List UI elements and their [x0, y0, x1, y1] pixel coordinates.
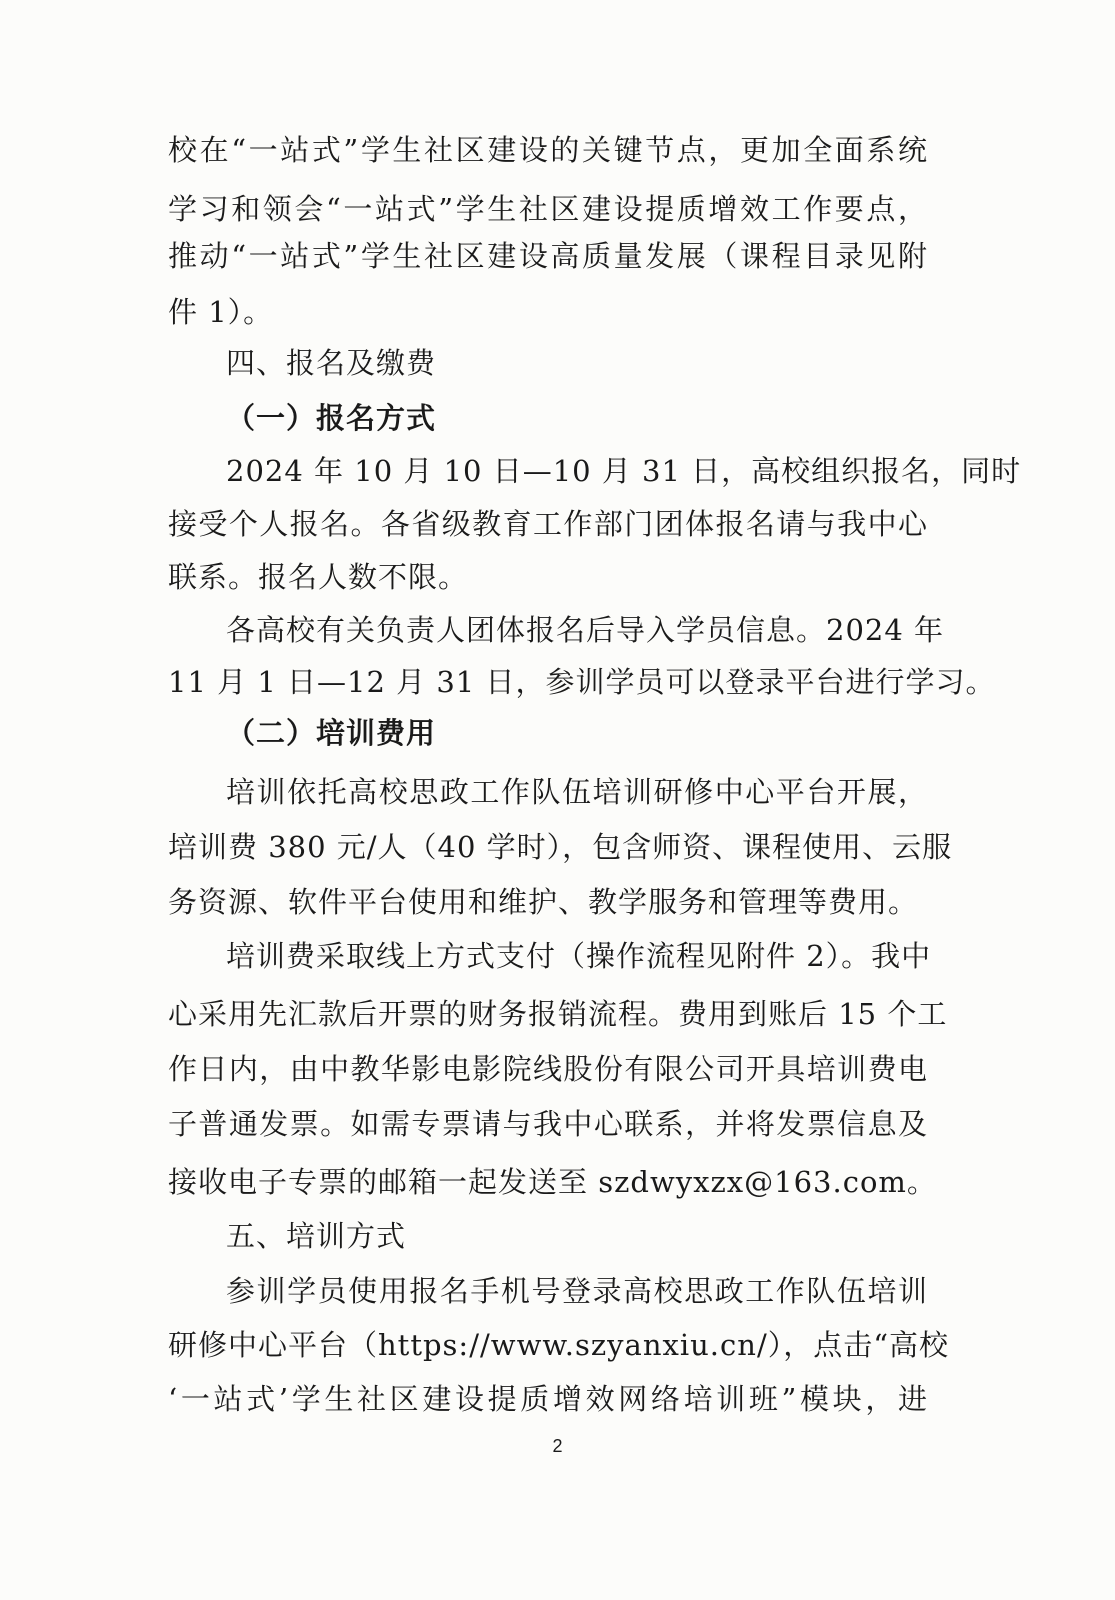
body-text-line: 接收电子专票的邮箱一起发送至 szdwyxzx@163.com。: [168, 1165, 937, 1199]
body-text-line: 推动“一站式”学生社区建设高质量发展（课程目录见附: [168, 239, 928, 273]
body-text-line: 研修中心平台（https://www.szyanxiu.cn/），点击“高校: [168, 1328, 950, 1362]
section-heading: 五、培训方式: [226, 1219, 407, 1253]
body-text-line: 各高校有关负责人团体报名后导入学员信息。2024 年: [226, 613, 945, 647]
subsection-heading: （二）培训费用: [226, 716, 437, 750]
body-text-line: 学习和领会“一站式”学生社区建设提质增效工作要点，: [168, 192, 928, 226]
body-text-line: 参训学员使用报名手机号登录高校思政工作队伍培训: [226, 1274, 928, 1308]
body-text-line: 培训费采取线上方式支付（操作流程见附件 2）。我中: [226, 939, 932, 973]
page-number: 2: [552, 1436, 563, 1456]
body-text-line: 接受个人报名。各省级教育工作部门团体报名请与我中心: [168, 507, 928, 541]
body-text-line: 11 月 1 日—12 月 31 日，参训学员可以登录平台进行学习。: [168, 665, 996, 699]
section-heading: 四、报名及缴费: [226, 346, 437, 380]
body-text-line: 培训依托高校思政工作队伍培训研修中心平台开展，: [226, 775, 928, 809]
subsection-heading: （一）报名方式: [226, 401, 437, 435]
body-text-line: 培训费 380 元/人（40 学时），包含师资、课程使用、云服: [168, 830, 953, 864]
body-text-line: ‘一站式’学生社区建设提质增效网络培训班”模块，进: [168, 1382, 928, 1416]
body-text-line: 校在“一站式”学生社区建设的关键节点，更加全面系统: [168, 133, 928, 167]
body-text-line: 作日内，由中教华影电影院线股份有限公司开具培训费电: [168, 1052, 928, 1086]
body-text-line: 子普通发票。如需专票请与我中心联系，并将发票信息及: [168, 1107, 928, 1141]
body-text-line: 心采用先汇款后开票的财务报销流程。费用到账后 15 个工: [168, 997, 948, 1031]
body-text-line: 2024 年 10 月 10 日—10 月 31 日，高校组织报名，同时: [226, 454, 1022, 488]
body-text-line: 务资源、软件平台使用和维护、教学服务和管理等费用。: [168, 885, 919, 919]
body-text-line: 联系。报名人数不限。: [168, 560, 469, 594]
body-text-line: 件 1）。: [168, 295, 274, 329]
